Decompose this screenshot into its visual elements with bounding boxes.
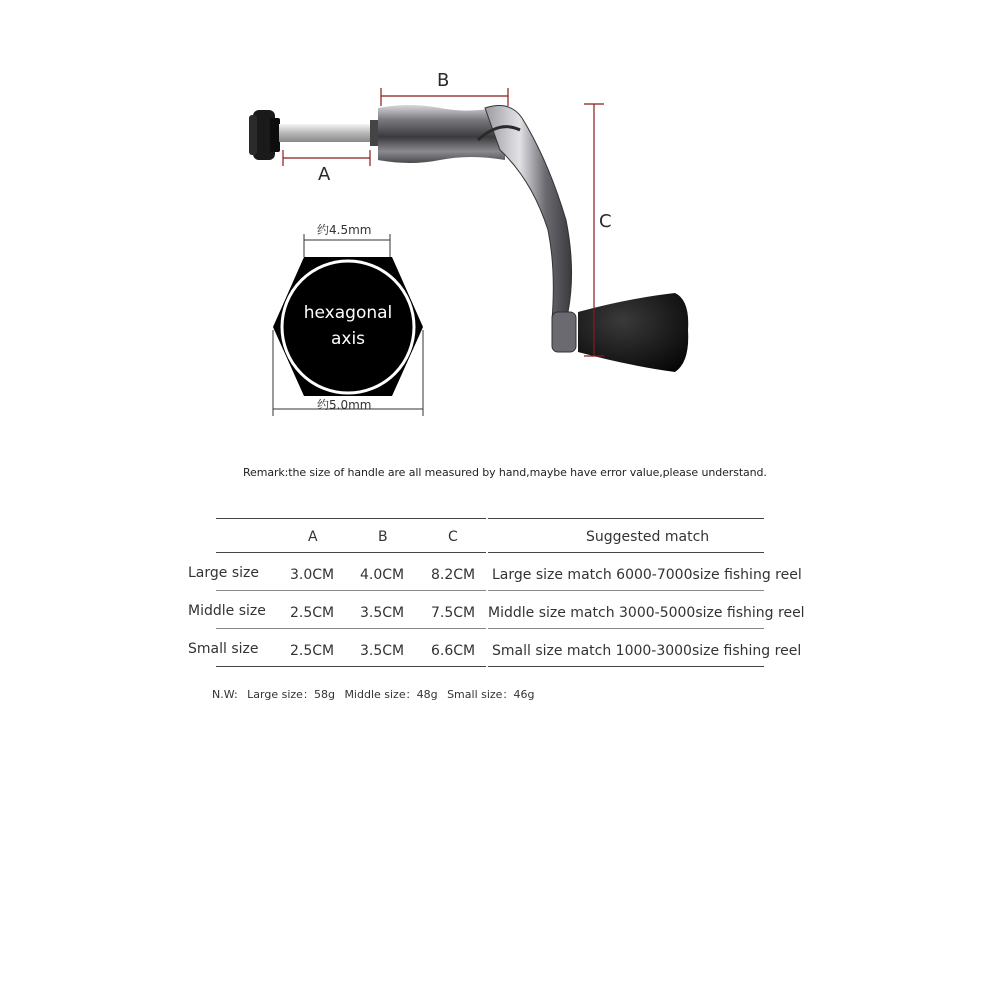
- hex-caption-line2: axis: [330, 329, 366, 349]
- row-small-b: 3.5CM: [360, 643, 405, 659]
- row-small-c: 6.6CM: [431, 643, 476, 659]
- row-middle-c: 7.5CM: [431, 605, 476, 621]
- row-middle-match: Middle size match 3000-5000size fishing reel: [488, 605, 805, 621]
- row-large-a: 3.0CM: [290, 567, 335, 583]
- size-table: [188, 516, 828, 672]
- row-middle-b: 3.5CM: [360, 605, 405, 621]
- table-row-rule: [216, 590, 486, 591]
- shaft: [279, 124, 375, 142]
- header-a: A: [308, 529, 318, 545]
- hex-top-measure: 约4.5mm: [317, 223, 372, 237]
- table-bottom-rule-right: [488, 666, 764, 667]
- dimension-c-label: C: [599, 211, 612, 232]
- weights-label: N.W:: [212, 688, 238, 701]
- row-small-size: Small size: [188, 641, 259, 657]
- row-small-match: Small size match 1000-3000size fishing reel: [492, 643, 802, 659]
- row-large-b: 4.0CM: [360, 567, 405, 583]
- header-c: C: [448, 529, 458, 545]
- table-header-rule: [216, 552, 486, 553]
- weight-large: Large size：58g: [247, 688, 335, 701]
- row-middle-a: 2.5CM: [290, 605, 335, 621]
- weight-middle: Middle size：48g: [344, 688, 438, 701]
- row-small-a: 2.5CM: [290, 643, 335, 659]
- weight-small: Small size：46g: [447, 688, 535, 701]
- row-large-size: Large size: [188, 565, 259, 581]
- hex-caption: [293, 300, 403, 352]
- hex-caption-line1: hexagonal: [303, 303, 393, 323]
- row-large-c: 8.2CM: [431, 567, 476, 583]
- end-cap-knob: [249, 110, 280, 160]
- table-row-rule-right: [488, 628, 764, 629]
- table-header-rule-right: [488, 552, 764, 553]
- hex-bottom-measure: 约5.0mm: [317, 398, 372, 412]
- table-row-rule-right: [488, 590, 764, 591]
- table-top-rule-right: [488, 518, 764, 519]
- header-b: B: [378, 529, 388, 545]
- net-weights: [212, 686, 540, 702]
- knob-joint: [552, 312, 576, 352]
- table-bottom-rule: [216, 666, 486, 667]
- dimension-b-label: B: [437, 70, 450, 91]
- dimension-a-label: A: [318, 164, 331, 185]
- remark-text: Remark:the size of handle are all measured by hand,maybe have error value,please understand.: [243, 466, 767, 479]
- table-row-rule: [216, 628, 486, 629]
- row-large-match: Large size match 6000-7000size fishing reel: [492, 567, 802, 583]
- table-top-rule: [216, 518, 486, 519]
- handle-arm: [485, 106, 572, 320]
- header-suggested-match: Suggested match: [586, 529, 710, 545]
- row-middle-size: Middle size: [188, 603, 266, 619]
